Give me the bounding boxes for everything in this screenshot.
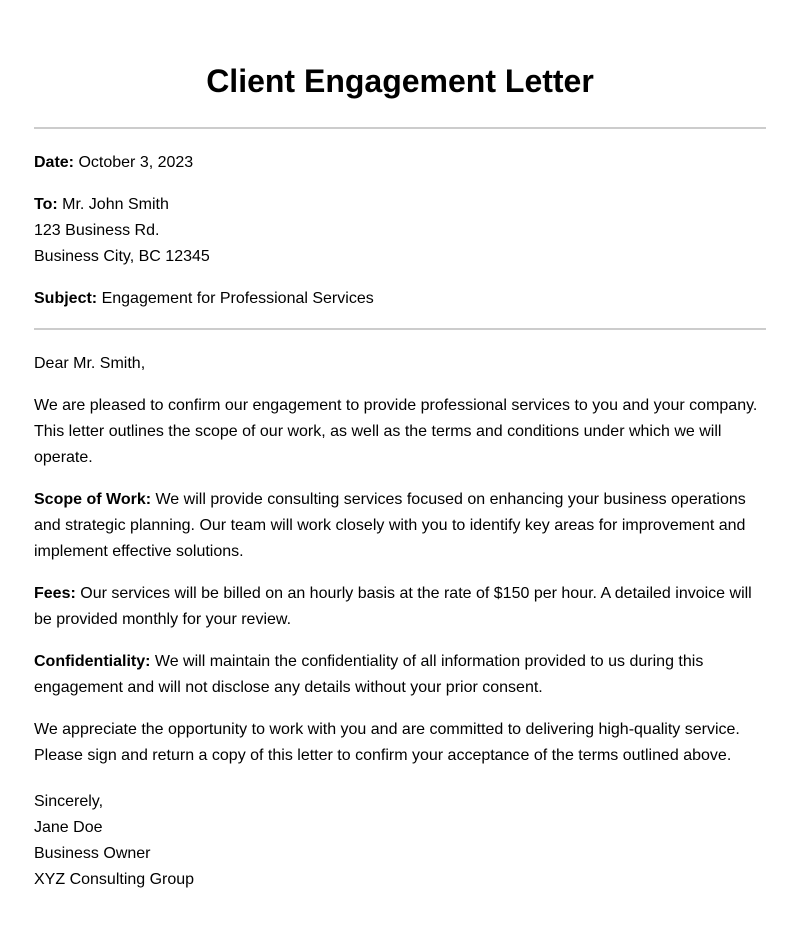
body-divider xyxy=(34,328,766,330)
confidentiality-label: Confidentiality: xyxy=(34,653,151,670)
closing-paragraph: We appreciate the opportunity to work with you and are committed to delivering high-quality service. Please sign and return a copy of this letter to confirm your acceptance of the terms outlined above. xyxy=(34,721,740,764)
fees-text: Our services will be billed on an hourly basis at the rate of $150 per hour. A detailed invoice will be provided monthly for your review. xyxy=(34,585,752,628)
greeting: Dear Mr. Smith, xyxy=(34,355,146,372)
header-divider xyxy=(34,127,766,129)
date-line xyxy=(34,150,766,176)
fees-paragraph xyxy=(34,581,766,633)
to-label: To: xyxy=(34,196,58,213)
recipient-name-line xyxy=(34,192,766,218)
recipient-address-line2: Business City, BC 12345 xyxy=(34,248,210,265)
scope-text: We will provide consulting services focused on enhancing your business operations and strategic planning. Our team will work closely with you to identify key areas for improvement and implement effective solutions. xyxy=(34,491,746,560)
confidentiality-paragraph xyxy=(34,649,766,701)
scope-paragraph xyxy=(34,487,766,565)
signer-company: XYZ Consulting Group xyxy=(34,871,195,888)
subject-label: Subject: xyxy=(34,290,98,307)
signer-name: Jane Doe xyxy=(34,819,103,836)
recipient-address-line1: 123 Business Rd. xyxy=(34,222,160,239)
fees-label: Fees: xyxy=(34,585,76,602)
valediction: Sincerely, xyxy=(34,793,104,810)
date-value: October 3, 2023 xyxy=(74,154,194,171)
date-label: Date: xyxy=(34,154,75,171)
intro-paragraph: We are pleased to confirm our engagement to provide professional services to you and your company. This letter outlines the scope of our work, as well as the terms and conditions under which we will operate. xyxy=(34,397,758,466)
recipient-block xyxy=(34,192,766,270)
subject-line xyxy=(34,286,766,312)
signer-title: Business Owner xyxy=(34,845,151,862)
recipient-name: Mr. John Smith xyxy=(57,196,169,213)
scope-label: Scope of Work: xyxy=(34,491,152,508)
signature-block xyxy=(34,789,766,893)
letter-title: Client Engagement Letter xyxy=(206,63,594,99)
confidentiality-text: We will maintain the confidentiality of all information provided to us during this engagement and will not disclose any details without your prior consent. xyxy=(34,653,704,696)
subject-value: Engagement for Professional Services xyxy=(97,290,374,307)
